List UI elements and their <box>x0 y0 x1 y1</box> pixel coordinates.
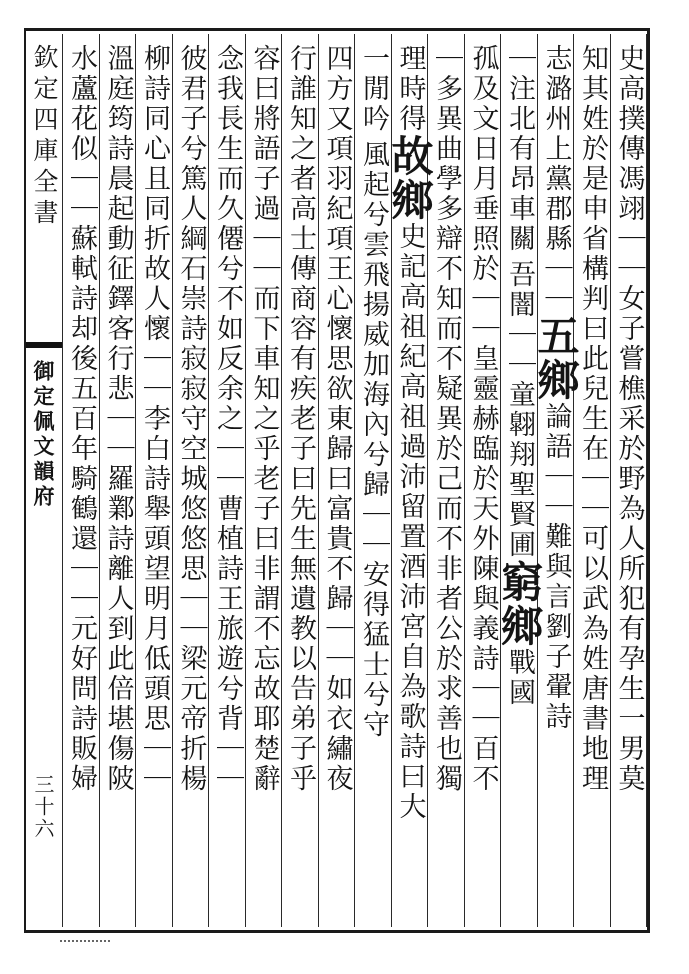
column-text: 一閒吟 <box>358 44 389 134</box>
text-column <box>356 44 390 920</box>
column-rule <box>318 34 319 927</box>
column-rule <box>573 34 574 927</box>
column-text: 行誰知之者高士傳商容有疾老子曰先生無遺教以告弟子乎 <box>285 44 316 794</box>
column-rule <box>354 34 355 927</box>
text-column <box>495 44 544 920</box>
column-rule <box>610 34 611 927</box>
column-rule <box>99 34 100 927</box>
text-column <box>247 44 281 920</box>
column-rule <box>500 34 501 927</box>
column-text: 溫庭筠詩晨起動征鐸客行悲｜｜羅鄴詩離人到此倍堪傷陂 <box>102 44 134 794</box>
text-column <box>283 44 317 920</box>
column-text: 四方又項羽紀項王心懷思欲東歸曰富貴不歸｜｜如衣繡夜 <box>321 44 353 794</box>
headword: 五鄉 <box>531 314 581 402</box>
text-column <box>210 44 244 920</box>
margin-divider <box>26 342 62 348</box>
column-rule <box>646 34 647 927</box>
column-rule <box>135 34 136 927</box>
column-text: ｜多異曲學多辯不知而不疑異於己而不非者公於求善也獨 <box>431 44 462 794</box>
column-text: 容曰將語子過｜｜而下車知之乎老子曰非謂不忘故耶楚辭 <box>248 44 280 794</box>
column-text: 志潞州上黨郡縣｜｜ <box>540 44 572 314</box>
text-column <box>320 44 354 920</box>
text-column <box>137 44 171 920</box>
column-rule <box>464 34 465 927</box>
text-column <box>64 44 98 920</box>
column-text: 史記高祖紀高祖過沛留置酒沛宮自為歌詩曰大 <box>394 222 426 822</box>
text-column <box>612 44 646 920</box>
column-rule <box>281 34 282 927</box>
column-text: 水蘆花似｜｜蘇軾詩却後五百年騎鶴還｜｜元好問詩販婦 <box>66 44 97 794</box>
headword: 窮鄉 <box>495 560 544 648</box>
column-text: 念我長生而久僊兮不如反余之｜｜曹植詩王旅遊兮背｜｜ <box>212 44 243 794</box>
column-text: 戰國 <box>504 648 535 708</box>
column-rule <box>537 34 538 927</box>
page-margin <box>28 44 62 924</box>
column-text: ｜注北有昂車關 <box>504 44 535 254</box>
column-rule <box>208 34 209 927</box>
column-text: 孤及文日月垂照於｜｜皇靈赫臨於天外陳與義詩｜｜百不 <box>467 44 499 794</box>
column-rule <box>172 34 173 927</box>
text-column <box>466 44 500 920</box>
column-text: 論語｜｜難與言劉子翬詩 <box>540 402 572 732</box>
text-column <box>531 44 581 920</box>
footer-mark <box>60 940 110 945</box>
column-text: 史高撲傳馮翊｜｜女子嘗樵采於野為人所犯有孕生一男莫 <box>613 44 645 794</box>
column-text: 彼君子兮篤人綱石崇詩寂寂守空城悠悠思｜｜梁元帝折楊 <box>175 44 207 794</box>
column-text: 風起兮雲飛揚威加海內兮歸｜｜安得猛士兮守 <box>358 140 389 740</box>
column-text: 知其姓於是申省構判曰此兒生在｜｜可以武為姓唐書地理 <box>577 44 608 794</box>
page-number: 三十六 <box>31 774 55 840</box>
text-column <box>174 44 208 920</box>
volume-title: 御定佩文韻府 <box>31 360 56 510</box>
text-column <box>575 44 609 920</box>
text-column <box>101 44 135 920</box>
column-rule <box>62 34 63 927</box>
text-column <box>385 44 435 920</box>
column-text: 理時得 <box>394 44 426 134</box>
column-text: 吾闇｜｜童翺翔聖賢圃 <box>504 260 535 560</box>
headword: 故鄉 <box>385 134 435 222</box>
column-rule <box>245 34 246 927</box>
column-text: 柳詩同心且同折故人懷｜｜李白詩舉頭望明月低頭思｜｜ <box>139 44 170 794</box>
book-title: 欽定四庫全書 <box>30 44 59 230</box>
